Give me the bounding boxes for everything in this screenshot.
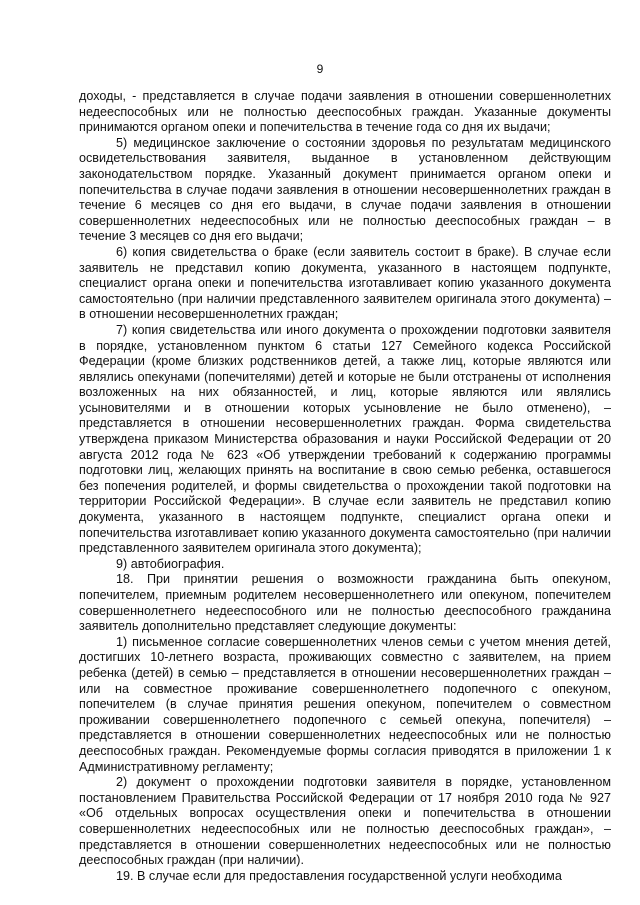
paragraph: доходы, - представляется в случае подачи заявления в отношении совершеннолетних недееспособных или не полностью дееспособных граждан. Указанные документы принимаются органом опеки и попечительства в течение года со дня их выдачи; xyxy=(79,89,611,135)
paragraph: 5) медицинское заключение о состоянии здоровья по результатам медицинского освидетельствования заявителя, выданное в установленном действующим законодательством порядке. Указанный документ принимается органом опеки и попечительства в случае подачи заявления в отношении несовершеннолетних граждан в течение 6 месяцев со дня его выдачи, в случае подачи заявления в отношении совершеннолетних недееспособных или не полностью дееспособных граждан – в течение 3 месяцев со дня его выдачи; xyxy=(79,135,611,244)
document-body xyxy=(79,89,611,884)
paragraph: 1) письменное согласие совершеннолетних членов семьи с учетом мнения детей, достигших 10-летнего возраста, проживающих совместно с заявителем, на прием ребенка (детей) в семью – представляется в отношении несовершеннолетних граждан – или на совместное проживание совершеннолетнего подопечного с опекуном, попечителем (в случае принятия решения опекуном, попечителем о совместном проживании совершеннолетнего подопечного с семьей опекуна, попечителя) – представляется в отношении совершеннолетних недееспособных или не полностью дееспособных граждан. Рекомендуемые формы согласия приводятся в приложении 1 к Административному регламенту; xyxy=(79,634,611,774)
paragraph: 18. При принятии решения о возможности гражданина быть опекуном, попечителем, приемным родителем несовершеннолетнего или опекуном, попечителем совершеннолетнего недееспособного или не полностью дееспособного гражданина заявитель дополнительно представляет следующие документы: xyxy=(79,572,611,634)
paragraph: 19. В случае если для предоставления государственной услуги необходима xyxy=(116,868,562,883)
paragraph: 7) копия свидетельства или иного документа о прохождении подготовки заявителя в порядке, установленном пунктом 6 статьи 127 Семейного кодекса Российской Федерации (кроме близких родственников детей, а также лиц, которые являются или являлись опекунами (попечителями) детей и которые не были отстранены от исполнения возложенных на них обязанностей, и лиц, которые являются или являлись усыновителями и в отношении которых усыновление не было отменено), – представляется в отношении несовершеннолетних граждан. Форма свидетельства утверждена приказом Министерства образования и науки Российской Федерации от 20 августа 2012 года № 623 «Об утверждении требований к содержанию программы подготовки лиц, желающих принять на воспитание в свою семью ребенка, оставшегося без попечения родителей, и формы свидетельства о прохождении такой подготовки на территории Российской Федерации». В случае если заявитель не представил копию документа, указанного в настоящем подпункте, специалист органа опеки и попечительства изготавливает копию указанного документа самостоятельно (при наличии представленного заявителем оригинала этого документа); xyxy=(79,322,611,556)
paragraph: 2) документ о прохождении подготовки заявителя в порядке, установленном постановлением Правительства Российской Федерации от 17 ноября 2010 года № 927 «Об отдельных вопросах осуществления опеки и попечительства в отношении совершеннолетних недееспособных или не полностью дееспособных граждан», – представляется в отношении совершеннолетних недееспособных или не полностью дееспособных граждан (при наличии). xyxy=(79,775,611,868)
page-number: 9 xyxy=(316,62,324,76)
paragraph: 9) автобиография. xyxy=(116,556,225,571)
paragraph: 6) копия свидетельства о браке (если заявитель состоит в браке). В случае если заявитель не представил копию документа, указанного в настоящем подпункте, специалист органа опеки и попечительства изготавливает копию указанного документа самостоятельно (при наличии представленного заявителем оригинала этого документа) – в отношении несовершеннолетних граждан; xyxy=(79,244,611,322)
